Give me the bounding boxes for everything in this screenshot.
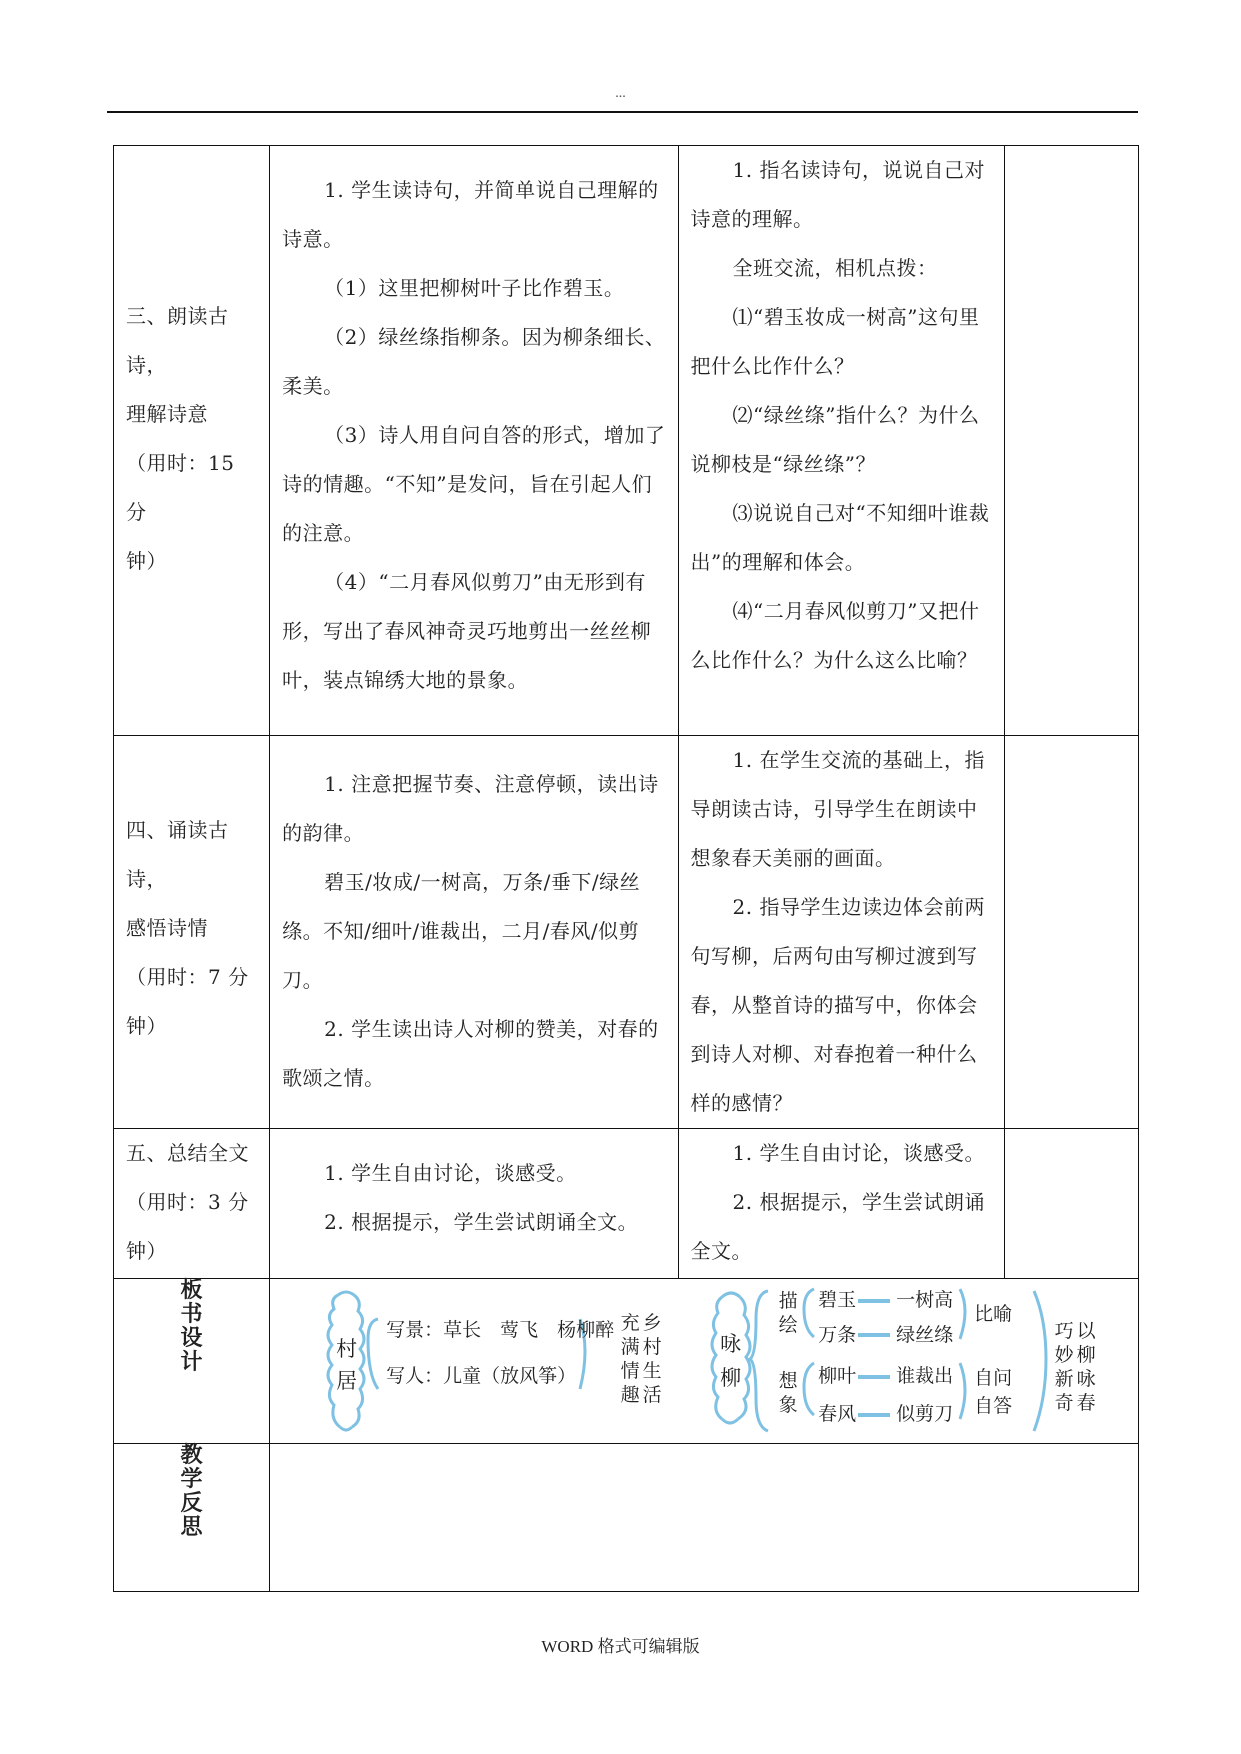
board-item: 绿丝绦 xyxy=(896,1324,954,1346)
zida-label: 自答 xyxy=(974,1395,1013,1417)
board-item: 碧玉 xyxy=(818,1289,857,1311)
step-line: （用时：7 分 xyxy=(126,965,249,989)
board-item: 似剪刀 xyxy=(896,1403,954,1425)
teacher-paragraph: ⑶说说自己对“不知细叶谁裁出”的理解和体会。 xyxy=(690,501,990,574)
board-item: 春风 xyxy=(818,1403,857,1425)
teacher-paragraph: 2. 指导学生边读边体会前两句写柳，后两句由写柳过渡到写春，从整首诗的描写中，你体会到诗人对柳、对春抱着一种什么样的感情？ xyxy=(690,895,985,1115)
step-line: 四、诵读古诗， xyxy=(126,818,229,891)
student-paragraph: （4）“二月春风似剪刀”由无形到有形，写出了春风神奇灵巧地剪出一丝丝柳叶，装点锦绣大地的景象。 xyxy=(282,570,652,692)
poem1-summary-col: 乡村生活 xyxy=(642,1312,662,1406)
poem2-summary-col: 以柳咏春 xyxy=(1076,1320,1096,1414)
step-line: （用时：3 分 xyxy=(126,1190,249,1214)
student-paragraph: 2. 学生读出诗人对柳的赞美，对春的歌颂之情。 xyxy=(282,1017,659,1090)
board-brackets xyxy=(270,1279,1168,1444)
board-label: 板书设计 xyxy=(180,1278,203,1375)
teacher-paragraph: 1. 指名读诗句，说说自己对诗意的理解。 xyxy=(690,158,985,231)
teacher-activity-cell xyxy=(678,146,1004,736)
step-cell xyxy=(114,1129,270,1279)
biyu-label: 比喻 xyxy=(974,1303,1013,1325)
teacher-paragraph: ⑴“碧玉妆成一树高”这句里把什么比作什么？ xyxy=(690,305,980,378)
teacher-paragraph: 1. 学生自由讨论，谈感受。 xyxy=(732,1141,985,1165)
table-row xyxy=(114,736,1139,1129)
header-rule xyxy=(107,111,1138,113)
poem1-scenery-line: 写景：草长 莺飞 杨柳醉 xyxy=(386,1319,615,1341)
step-cell xyxy=(114,736,270,1129)
reflection-label: 教学反思 xyxy=(180,1443,203,1540)
xiangxiang-label: 想象 xyxy=(778,1370,798,1416)
step-cell xyxy=(114,146,270,736)
student-activity-cell xyxy=(270,146,678,736)
teacher-paragraph: ⑵“绿丝绦”指什么？为什么说柳枝是“绿丝绦”？ xyxy=(690,403,980,476)
step-line: 钟） xyxy=(126,1014,167,1038)
teacher-paragraph: 全班交流，相机点拨： xyxy=(732,256,938,280)
teacher-activity-cell xyxy=(678,1129,1004,1279)
teacher-activity-cell xyxy=(678,736,1004,1129)
miaohui-label: 描绘 xyxy=(778,1290,798,1336)
header-dots: ... xyxy=(615,86,626,101)
step-line: 钟） xyxy=(126,1239,167,1263)
student-paragraph: 1. 注意把握节奏、注意停顿，读出诗的韵律。 xyxy=(282,772,659,845)
step-text xyxy=(114,736,269,1051)
notes-cell xyxy=(1004,146,1138,736)
step-line: 五、总结全文 xyxy=(126,1141,249,1165)
board-label-cell xyxy=(114,1279,270,1444)
step-text xyxy=(114,1129,269,1276)
poem2-title: 咏柳 xyxy=(720,1332,742,1390)
board-design-cell xyxy=(270,1279,1139,1444)
teacher-paragraph: 1. 在学生交流的基础上，指导朗读古诗，引导学生在朗读中想象春天美丽的画面。 xyxy=(690,748,985,870)
student-activity-cell xyxy=(270,1129,678,1279)
reflection-label-cell xyxy=(114,1444,270,1592)
student-paragraph: 1. 学生读诗句，并简单说自己理解的诗意。 xyxy=(282,178,659,251)
ziwen-label: 自问 xyxy=(974,1367,1013,1389)
student-paragraph: 1. 学生自由讨论，谈感受。 xyxy=(324,1161,577,1185)
table-row xyxy=(114,1129,1139,1279)
student-paragraph: 碧玉/妆成/一树高，万条/垂下/绿丝绦。不知/细叶/谁裁出，二月/春风/似剪刀。 xyxy=(282,870,641,992)
step-text xyxy=(114,146,269,586)
table-row xyxy=(114,146,1139,736)
reflection-row xyxy=(114,1444,1139,1592)
board-item: 柳叶 xyxy=(818,1365,857,1387)
board-item: 万条 xyxy=(818,1324,857,1346)
board-design-row xyxy=(114,1279,1139,1444)
poem2-summary-col: 巧妙新奇 xyxy=(1054,1320,1074,1414)
poem1-people-line: 写人：儿童（放风筝） xyxy=(386,1365,577,1387)
board-item: 谁裁出 xyxy=(896,1365,954,1387)
teacher-paragraph: 2. 根据提示，学生尝试朗诵全文。 xyxy=(690,1190,985,1263)
poem1-summary-col: 充满情趣 xyxy=(620,1312,640,1406)
teacher-paragraph: ⑷“二月春风似剪刀”又把什么比作什么？为什么这么比喻？ xyxy=(690,599,980,672)
student-activity-cell xyxy=(270,736,678,1129)
footer-text: WORD 格式可编辑版 xyxy=(541,1637,700,1656)
student-paragraph: 2. 根据提示，学生尝试朗诵全文。 xyxy=(324,1210,639,1234)
notes-cell xyxy=(1004,1129,1138,1279)
board-item: 一树高 xyxy=(896,1289,954,1311)
step-line: 钟） xyxy=(126,549,167,573)
student-paragraph: （3）诗人用自问自答的形式，增加了诗的情趣。“不知”是发问，旨在引起人们的注意。 xyxy=(282,423,666,545)
step-line: （用时：15 分 xyxy=(126,451,235,524)
step-line: 理解诗意 xyxy=(126,402,208,426)
poem1-title: 村居 xyxy=(336,1337,358,1393)
reflection-content-cell xyxy=(270,1444,1139,1592)
lesson-table xyxy=(113,145,1139,1592)
student-paragraph: （1）这里把柳树叶子比作碧玉。 xyxy=(324,276,625,300)
step-line: 感悟诗情 xyxy=(126,916,208,940)
notes-cell xyxy=(1004,736,1138,1129)
step-line: 三、朗读古诗， xyxy=(126,304,229,377)
student-paragraph: （2）绿丝绦指柳条。因为柳条细长、柔美。 xyxy=(282,325,666,398)
